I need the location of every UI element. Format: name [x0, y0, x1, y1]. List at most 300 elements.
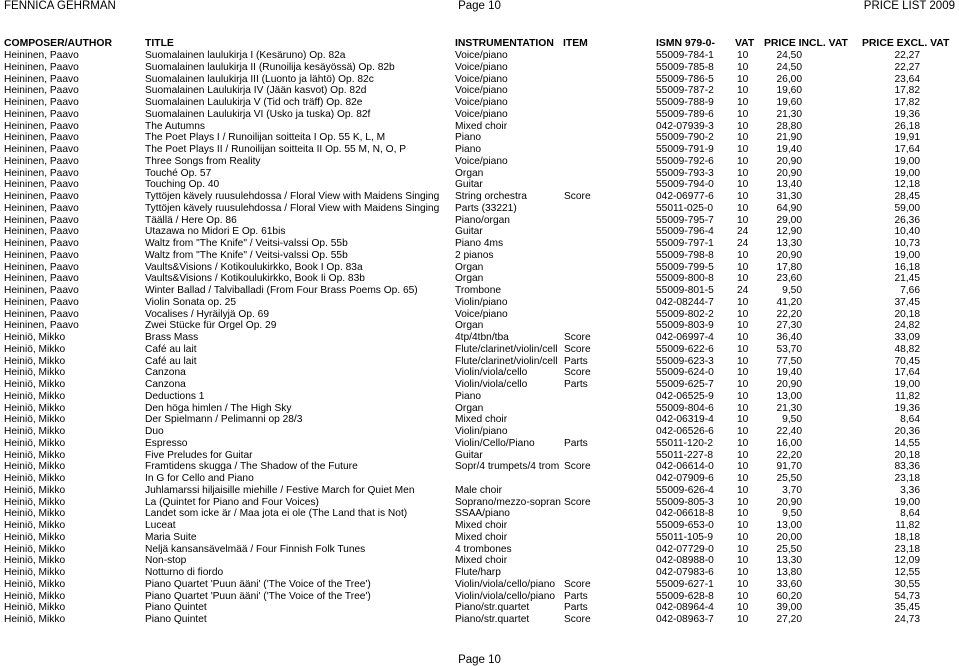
ismn-cell: 55009-623-3 — [656, 355, 714, 367]
ismn-cell: 55009-795-7 — [656, 214, 714, 226]
ismn-cell: 55009-626-4 — [656, 484, 714, 496]
vat-cell: 10 — [737, 273, 749, 285]
composer-cell: Heiniö, Mikko — [4, 449, 66, 461]
ismn-cell: 042-06618-8 — [656, 508, 714, 520]
composer-cell: Heiniö, Mikko — [4, 614, 66, 625]
composer-cell: Heiniö, Mikko — [4, 461, 66, 473]
price-incl-cell: 31,30 — [776, 191, 802, 202]
vat-cell: 10 — [737, 343, 749, 355]
ismn-cell: 55011-105-9 — [656, 531, 714, 543]
table-row — [0, 50, 959, 62]
price-excl-cell: 17,82 — [894, 85, 920, 97]
ismn-cell: 55009-789-6 — [656, 108, 714, 120]
composer-cell: Heininen, Paavo — [4, 155, 79, 167]
title-cell: Täällä / Here Op. 86 — [145, 214, 237, 226]
composer-cell: Heininen, Paavo — [4, 226, 79, 238]
composer-cell: Heiniö, Mikko — [4, 379, 66, 390]
composer-cell: Heiniö, Mikko — [4, 332, 66, 343]
title-cell: Luceat — [145, 520, 176, 531]
vat-cell: 10 — [737, 567, 749, 578]
title-cell: Zwei Stücke für Orgel Op. 29 — [145, 320, 277, 332]
composer-cell: Heiniö, Mikko — [4, 578, 66, 590]
title-cell: Touching Op. 40 — [145, 179, 220, 191]
title-cell: Landet som icke är / Maa jota ei ole (The Land that is Not) — [145, 508, 408, 520]
table-row — [0, 250, 959, 262]
composer-cell: Heiniö, Mikko — [4, 355, 66, 367]
composer-cell: Heiniö, Mikko — [4, 531, 66, 543]
title-cell: Der Spielmann / Pelimanni op 28/3 — [145, 414, 303, 426]
composer-cell: Heiniö, Mikko — [4, 520, 66, 531]
price-incl-cell: 27,20 — [776, 614, 802, 625]
price-excl-cell: 7,66 — [900, 285, 920, 296]
vat-cell: 10 — [737, 437, 749, 449]
item-cell: Score — [564, 578, 591, 590]
price-incl-cell: 91,70 — [776, 461, 802, 473]
instrumentation-cell: Guitar — [455, 449, 483, 461]
ismn-cell: 55009-622-6 — [656, 343, 714, 355]
ismn-cell: 55009-793-3 — [656, 167, 714, 179]
table-row — [0, 320, 959, 332]
ismn-cell: 55009-788-9 — [656, 97, 714, 108]
price-excl-cell: 83,36 — [894, 461, 920, 473]
composer-cell: Heiniö, Mikko — [4, 590, 66, 602]
price-incl-cell: 21,30 — [776, 402, 802, 414]
price-incl-cell: 39,00 — [776, 602, 802, 614]
ismn-cell: 042-08963-7 — [656, 614, 714, 625]
price-excl-cell: 19,00 — [894, 496, 920, 508]
title-cell: Maria Suite — [145, 531, 197, 543]
title-cell: Framtidens skugga / The Shadow of the Future — [145, 461, 358, 473]
composer-cell: Heiniö, Mikko — [4, 390, 66, 402]
price-excl-cell: 37,45 — [894, 296, 920, 308]
price-incl-cell: 41,20 — [776, 296, 802, 308]
ismn-cell: 55009-784-1 — [656, 50, 714, 61]
table-row — [0, 567, 959, 579]
price-incl-cell: 20,90 — [776, 155, 802, 167]
instrumentation-cell: Voice/piano — [455, 61, 508, 73]
price-incl-cell: 16,00 — [776, 437, 802, 449]
price-excl-cell: 20,18 — [894, 308, 920, 320]
title-cell: Duo — [145, 426, 164, 437]
instrumentation-cell: Sopr/4 trumpets/4 trom — [455, 461, 560, 473]
item-cell: Score — [564, 343, 591, 355]
table-row — [0, 391, 959, 403]
vat-cell: 10 — [737, 426, 749, 437]
composer-cell: Heiniö, Mikko — [4, 414, 66, 426]
composer-cell: Heininen, Paavo — [4, 191, 79, 202]
table-row — [0, 450, 959, 462]
price-excl-cell: 12,09 — [894, 555, 920, 567]
ismn-cell: 55011-227-8 — [656, 449, 714, 461]
ismn-cell: 55009-797-1 — [656, 238, 714, 249]
item-cell: Score — [564, 367, 591, 379]
price-incl-cell: 26,00 — [776, 73, 802, 85]
price-excl-cell: 10,73 — [894, 238, 920, 249]
vat-cell: 10 — [737, 120, 749, 132]
price-incl-cell: 9,50 — [782, 414, 802, 426]
table-row — [0, 74, 959, 86]
vat-cell: 10 — [737, 132, 749, 144]
price-excl-cell: 19,36 — [894, 108, 920, 120]
price-excl-cell: 8,64 — [900, 414, 920, 426]
vat-cell: 10 — [737, 496, 749, 508]
title-cell: Vaults&Visions / Kotikoulukirkko, Book I Op. 83a — [145, 261, 363, 273]
instrumentation-cell: Violin/Cello/Piano — [455, 437, 535, 449]
instrumentation-cell: Piano — [455, 132, 482, 144]
ismn-cell: 042-07909-6 — [656, 473, 714, 484]
vat-cell: 10 — [737, 308, 749, 320]
composer-cell: Heininen, Paavo — [4, 50, 79, 61]
title-cell: Piano Quartet 'Puun ääni' ('The Voice of the Tree') — [145, 578, 371, 590]
title-cell: Juhlamarssi hiljaisille miehille / Festive March for Quiet Men — [145, 484, 415, 496]
vat-cell: 10 — [737, 296, 749, 308]
instrumentation-cell: Violin/piano — [455, 296, 508, 308]
table-row — [0, 297, 959, 309]
price-incl-cell: 20,90 — [776, 496, 802, 508]
composer-cell: Heininen, Paavo — [4, 308, 79, 320]
instrumentation-cell: Voice/piano — [455, 97, 508, 108]
table-row — [0, 203, 959, 215]
price-excl-cell: 70,45 — [894, 355, 920, 367]
ismn-cell: 55009-653-0 — [656, 520, 714, 531]
title-cell: Vocalises / Hyräilyjä Op. 69 — [145, 308, 270, 320]
ismn-cell: 042-06525-9 — [656, 390, 714, 402]
instrumentation-cell: Guitar — [455, 179, 483, 191]
ismn-cell: 55009-791-9 — [656, 144, 714, 155]
vat-cell: 10 — [737, 602, 749, 614]
ismn-cell: 042-06319-4 — [656, 414, 714, 426]
table-row — [0, 403, 959, 415]
instrumentation-cell: Voice/piano — [455, 50, 508, 61]
price-incl-cell: 21,30 — [776, 108, 802, 120]
item-cell: Score — [564, 191, 591, 202]
instrumentation-cell: Male choir — [455, 484, 502, 496]
vat-cell: 10 — [737, 214, 749, 226]
table-row — [0, 191, 959, 203]
table-row — [0, 344, 959, 356]
table-row — [0, 273, 959, 285]
ismn-cell: 042-06997-4 — [656, 332, 714, 343]
ismn-cell: 55009-799-5 — [656, 261, 714, 273]
title-cell: Brass Mass — [145, 332, 199, 343]
instrumentation-cell: 2 pianos — [455, 249, 494, 261]
composer-cell: Heininen, Paavo — [4, 285, 79, 296]
instrumentation-cell: Mixed choir — [455, 120, 508, 132]
instrumentation-cell: Violin/viola/cello/piano — [455, 590, 556, 602]
title-cell: Piano Quartet 'Puun ääni' ('The Voice of the Tree') — [145, 590, 371, 602]
title-cell: Violin Sonata op. 25 — [145, 296, 237, 308]
price-excl-cell: 20,18 — [894, 449, 920, 461]
title-cell: Suomalainen Laulukirja VI (Usko ja tuska) Op. 82f — [145, 108, 371, 120]
title-cell: Café au lait — [145, 355, 197, 367]
vat-cell: 10 — [737, 144, 749, 155]
column-header-item: ITEM — [563, 38, 588, 49]
instrumentation-cell: Organ — [455, 261, 484, 273]
price-excl-cell: 24,82 — [894, 320, 920, 332]
table-row — [0, 555, 959, 567]
ismn-cell: 042-06614-0 — [656, 461, 714, 473]
price-incl-cell: 77,50 — [776, 355, 802, 367]
page-number-footer: Page 10 — [458, 654, 501, 666]
instrumentation-cell: Piano — [455, 144, 482, 155]
table-row — [0, 238, 959, 250]
composer-cell: Heininen, Paavo — [4, 120, 79, 132]
table-row — [0, 156, 959, 168]
instrumentation-cell: Piano — [455, 390, 482, 402]
instrumentation-cell: Voice/piano — [455, 108, 508, 120]
ismn-cell: 55009-803-9 — [656, 320, 714, 332]
table-row — [0, 215, 959, 227]
composer-cell: Heiniö, Mikko — [4, 602, 66, 614]
ismn-cell: 55009-790-2 — [656, 132, 714, 144]
composer-cell: Heiniö, Mikko — [4, 367, 66, 379]
ismn-cell: 55009-802-2 — [656, 308, 714, 320]
column-header-price-excl-vat: PRICE EXCL. VAT — [862, 38, 950, 49]
title-cell: Deductions 1 — [145, 390, 205, 402]
title-cell: The Poet Plays II / Runoilijan soitteita II Op. 55 M, N, O, P — [145, 144, 407, 155]
instrumentation-cell: 4tp/4tbn/tba — [455, 332, 509, 343]
instrumentation-cell: Parts (33221) — [455, 202, 517, 214]
instrumentation-cell: Violin/viola/cello/piano — [455, 578, 556, 590]
title-cell: Canzona — [145, 379, 186, 390]
title-cell: La (Quintet for Piano and Four Voices) — [145, 496, 319, 508]
table-row — [0, 473, 959, 485]
price-excl-cell: 21,45 — [894, 273, 920, 285]
title-cell: Touché Op. 57 — [145, 167, 212, 179]
instrumentation-cell: Mixed choir — [455, 531, 508, 543]
instrumentation-cell: Guitar — [455, 226, 483, 238]
item-cell: Score — [564, 332, 591, 343]
composer-cell: Heiniö, Mikko — [4, 473, 66, 484]
price-incl-cell: 64,90 — [776, 202, 802, 214]
instrumentation-cell: Mixed choir — [455, 555, 508, 567]
item-cell: Score — [564, 614, 591, 625]
vat-cell: 10 — [737, 202, 749, 214]
title-cell: Utazawa no Midori E Op. 61bis — [145, 226, 286, 238]
instrumentation-cell: Trombone — [455, 285, 502, 296]
table-row — [0, 438, 959, 450]
ismn-cell: 042-08964-4 — [656, 602, 714, 614]
price-excl-cell: 17,64 — [894, 367, 920, 379]
page-number-header: Page 10 — [458, 0, 501, 12]
table-row — [0, 520, 959, 532]
price-incl-cell: 13,30 — [776, 238, 802, 249]
instrumentation-cell: Flute/harp — [455, 567, 501, 578]
vat-cell: 10 — [737, 85, 749, 97]
column-header-title: TITLE — [145, 38, 174, 49]
price-excl-cell: 18,18 — [894, 531, 920, 543]
table-row — [0, 121, 959, 133]
table-row — [0, 379, 959, 391]
vat-cell: 10 — [737, 531, 749, 543]
composer-cell: Heiniö, Mikko — [4, 484, 66, 496]
ismn-cell: 55009-805-3 — [656, 496, 714, 508]
price-excl-cell: 23,64 — [894, 73, 920, 85]
price-excl-cell: 59,00 — [894, 202, 920, 214]
instrumentation-cell: Voice/piano — [455, 85, 508, 97]
price-incl-cell: 13,30 — [776, 555, 802, 567]
composer-cell: Heininen, Paavo — [4, 202, 79, 214]
ismn-cell: 55009-796-4 — [656, 226, 714, 238]
instrumentation-cell: Piano/str.quartet — [455, 602, 530, 614]
price-incl-cell: 19,60 — [776, 85, 802, 97]
title-cell: Suomalainen laulukirja II (Runoilija kesäyössä) Op. 82b — [145, 61, 395, 73]
price-excl-cell: 19,36 — [894, 402, 920, 414]
composer-cell: Heiniö, Mikko — [4, 402, 66, 414]
price-excl-cell: 54,73 — [894, 590, 920, 602]
vat-cell: 10 — [737, 508, 749, 520]
title-cell: Neljä kansansävelmää / Four Finnish Folk Tunes — [145, 543, 366, 555]
vat-cell: 10 — [737, 73, 749, 85]
title-cell: Tyttöjen kävely ruusulehdossa / Floral View with Maidens Singing — [145, 191, 440, 202]
price-incl-cell: 20,00 — [776, 531, 802, 543]
price-excl-cell: 8,64 — [900, 508, 920, 520]
price-incl-cell: 12,90 — [776, 226, 802, 238]
item-cell: Parts — [564, 379, 588, 390]
table-row — [0, 602, 959, 614]
vat-cell: 10 — [737, 191, 749, 202]
title-cell: Suomalainen Laulukirja IV (Jään kasvot) Op. 82d — [145, 85, 367, 97]
item-cell: Parts — [564, 590, 588, 602]
ismn-cell: 042-08988-0 — [656, 555, 714, 567]
vat-cell: 10 — [737, 379, 749, 390]
ismn-cell: 55009-786-5 — [656, 73, 714, 85]
ismn-cell: 042-08244-7 — [656, 296, 714, 308]
price-excl-cell: 28,45 — [894, 191, 920, 202]
price-incl-cell: 17,80 — [776, 261, 802, 273]
vat-cell: 10 — [737, 155, 749, 167]
composer-cell: Heininen, Paavo — [4, 108, 79, 120]
item-cell: Parts — [564, 355, 588, 367]
price-excl-cell: 3,36 — [900, 484, 920, 496]
title-cell: Waltz from "The Knife" / Veitsi-valssi Op. 55b — [145, 249, 348, 261]
price-incl-cell: 3,70 — [782, 484, 802, 496]
table-row — [0, 262, 959, 274]
title-cell: Espresso — [145, 437, 188, 449]
price-excl-cell: 23,18 — [894, 543, 920, 555]
ismn-cell: 042-07729-0 — [656, 543, 714, 555]
title-cell: Piano Quintet — [145, 602, 207, 614]
price-incl-cell: 25,50 — [776, 473, 802, 484]
column-header-price-incl-vat: PRICE INCL. VAT — [764, 38, 848, 49]
title-cell: Five Preludes for Guitar — [145, 449, 253, 461]
vat-cell: 10 — [737, 520, 749, 531]
ismn-cell: 55009-804-6 — [656, 402, 714, 414]
ismn-cell: 55009-798-8 — [656, 249, 714, 261]
vat-cell: 10 — [737, 473, 749, 484]
price-excl-cell: 19,00 — [894, 249, 920, 261]
title-cell: Canzona — [145, 367, 186, 379]
instrumentation-cell: Organ — [455, 320, 484, 332]
item-cell: Parts — [564, 602, 588, 614]
instrumentation-cell: Violin/viola/cello — [455, 379, 528, 390]
vat-cell: 10 — [737, 390, 749, 402]
composer-cell: Heiniö, Mikko — [4, 437, 66, 449]
table-row — [0, 144, 959, 156]
instrumentation-cell: Organ — [455, 273, 484, 285]
table-row — [0, 356, 959, 368]
vat-cell: 10 — [737, 97, 749, 108]
table-row — [0, 168, 959, 180]
ismn-cell: 55009-794-0 — [656, 179, 714, 191]
price-list-title: PRICE LIST 2009 — [863, 0, 955, 12]
price-incl-cell: 20,90 — [776, 167, 802, 179]
instrumentation-cell: SSAA/piano — [455, 508, 510, 520]
instrumentation-cell: Piano 4ms — [455, 238, 504, 249]
title-cell: The Poet Plays I / Runoilijan soitteita I Op. 55 K, L, M — [145, 132, 386, 144]
price-excl-cell: 12,55 — [894, 567, 920, 578]
price-excl-cell: 19,00 — [894, 155, 920, 167]
price-excl-cell: 26,18 — [894, 120, 920, 132]
instrumentation-cell: Piano/organ — [455, 214, 510, 226]
title-cell: Suomalainen Laulukirja V (Tid och träff) Op. 82e — [145, 97, 363, 108]
price-incl-cell: 60,20 — [776, 590, 802, 602]
composer-cell: Heiniö, Mikko — [4, 343, 66, 355]
title-cell: In G for Cello and Piano — [145, 473, 254, 484]
composer-cell: Heiniö, Mikko — [4, 426, 66, 437]
composer-cell: Heiniö, Mikko — [4, 567, 66, 578]
composer-cell: Heiniö, Mikko — [4, 555, 66, 567]
price-excl-cell: 33,09 — [894, 332, 920, 343]
ismn-cell: 042-07983-6 — [656, 567, 714, 578]
price-excl-cell: 16,18 — [894, 261, 920, 273]
price-excl-cell: 19,00 — [894, 379, 920, 390]
price-incl-cell: 13,00 — [776, 520, 802, 531]
table-row — [0, 532, 959, 544]
instrumentation-cell: Organ — [455, 167, 484, 179]
price-incl-cell: 22,40 — [776, 426, 802, 437]
title-cell: Den höga himlen / The High Sky — [145, 402, 292, 414]
price-excl-cell: 22,27 — [894, 50, 920, 61]
price-excl-cell: 17,64 — [894, 144, 920, 155]
instrumentation-cell: Mixed choir — [455, 520, 508, 531]
price-incl-cell: 9,50 — [782, 285, 802, 296]
vat-cell: 10 — [737, 461, 749, 473]
table-row — [0, 132, 959, 144]
price-incl-cell: 33,60 — [776, 578, 802, 590]
price-incl-cell: 27,30 — [776, 320, 802, 332]
price-excl-cell: 23,18 — [894, 473, 920, 484]
table-row — [0, 332, 959, 344]
table-row — [0, 508, 959, 520]
composer-cell: Heininen, Paavo — [4, 214, 79, 226]
composer-cell: Heininen, Paavo — [4, 85, 79, 97]
price-excl-cell: 22,27 — [894, 61, 920, 73]
table-row — [0, 485, 959, 497]
table-row — [0, 461, 959, 473]
ismn-cell: 55011-120-2 — [656, 437, 714, 449]
title-cell: Notturno di fiordo — [145, 567, 224, 578]
title-cell: Suomalainen laulukirja I (Kesäruno) Op. 82a — [145, 50, 346, 61]
price-incl-cell: 24,50 — [776, 61, 802, 73]
vat-cell: 10 — [737, 614, 749, 625]
price-excl-cell: 10,40 — [894, 226, 920, 238]
column-header-vat: VAT — [735, 38, 755, 49]
item-cell: Parts — [564, 437, 588, 449]
column-header-ismn: ISMN 979-0- — [656, 38, 715, 49]
price-excl-cell: 11,82 — [895, 390, 920, 402]
ismn-cell: 55009-627-1 — [656, 578, 714, 590]
ismn-cell: 042-07939-3 — [656, 120, 714, 132]
price-excl-cell: 12,18 — [894, 179, 920, 191]
table-row — [0, 497, 959, 509]
ismn-cell: 55011-025-0 — [656, 202, 714, 214]
composer-cell: Heininen, Paavo — [4, 167, 79, 179]
price-excl-cell: 26,36 — [894, 214, 920, 226]
composer-cell: Heininen, Paavo — [4, 97, 79, 108]
column-header-instrumentation: INSTRUMENTATION — [455, 38, 554, 49]
price-excl-cell: 24,73 — [894, 614, 920, 625]
